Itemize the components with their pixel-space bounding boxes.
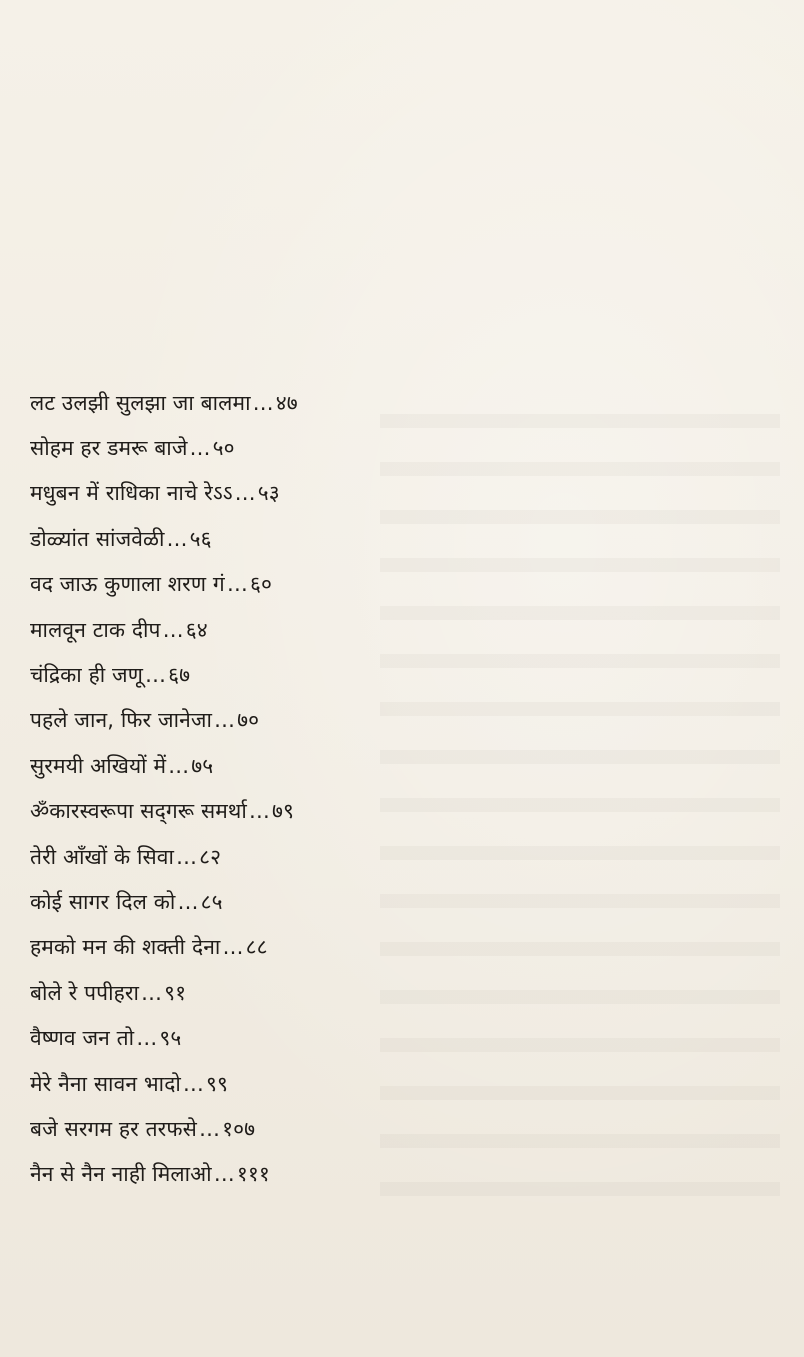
toc-entry-title: कोई सागर दिल को — [30, 889, 176, 914]
toc-entry: चंद्रिका ही जणू … ६७ — [30, 663, 191, 688]
toc-entry: सोहम हर डमरू बाजे … ५० — [30, 436, 235, 461]
toc-entry-page: ६७ — [168, 663, 191, 688]
toc-entry-page: ९१ — [164, 980, 187, 1005]
toc-entry: तेरी आँखों के सिवा … ८२ — [30, 844, 222, 869]
toc-entry: वैष्णव जन तो … ९५ — [30, 1026, 182, 1051]
toc-entry-title: चंद्रिका ही जणू — [30, 663, 143, 688]
toc-entry-page: १०७ — [222, 1116, 256, 1141]
toc-entry-title: हमको मन की शक्ती देना — [30, 935, 221, 960]
toc-entry: सुरमयी अखियों में … ७५ — [30, 753, 214, 778]
toc-entry: बजे सरगम हर तरफसे … १०७ — [30, 1116, 256, 1141]
toc-entry-page: ५३ — [257, 481, 280, 506]
toc-entry: कोई सागर दिल को … ८५ — [30, 889, 223, 914]
toc-entry-title: सोहम हर डमरू बाजे — [30, 436, 188, 461]
toc-entry-page: ५६ — [189, 526, 212, 551]
table-of-contents — [30, 380, 450, 1197]
toc-entry-title: डोळ्यांत सांजवेळी — [30, 526, 165, 551]
toc-entry-title: मालवून टाक दीप — [30, 617, 161, 642]
toc-entry: मधुबन में राधिका नाचे रेऽऽ … ५३ — [30, 481, 280, 506]
toc-entry: हमको मन की शक्ती देना … ८८ — [30, 935, 268, 960]
toc-entry-page: ८८ — [245, 935, 268, 960]
toc-entry: वद जाऊ कुणाला शरण गं … ६० — [30, 572, 272, 597]
toc-entry: मालवून टाक दीप … ६४ — [30, 617, 208, 642]
toc-entry: डोळ्यांत सांजवेळी … ५६ — [30, 526, 212, 551]
toc-entry-page: ४७ — [275, 390, 298, 415]
toc-entry-title: मधुबन में राधिका नाचे रेऽऽ — [30, 481, 233, 506]
toc-entry-page: ७० — [237, 708, 260, 733]
toc-entry-title: वद जाऊ कुणाला शरण गं — [30, 572, 225, 597]
toc-entry: पहले जान, फिर जानेजा … ७० — [30, 708, 260, 733]
toc-entry-title: पहले जान, फिर जानेजा — [30, 708, 213, 733]
toc-entry-page: ५० — [212, 436, 235, 461]
toc-entry-title: मेरे नैना सावन भादो — [30, 1071, 181, 1096]
toc-entry-page: ९९ — [206, 1071, 229, 1096]
toc-entry-title: ॐकारस्वरूपा सद्‌गरू समर्था — [30, 799, 247, 824]
toc-entry-title: बजे सरगम हर तरफसे — [30, 1116, 197, 1141]
toc-entry-title: वैष्णव जन तो — [30, 1026, 135, 1051]
toc-entry: ॐकारस्वरूपा सद्‌गरू समर्था … ७९ — [30, 799, 295, 824]
toc-entry-title: बोले रे पपीहरा — [30, 980, 139, 1005]
toc-entry: नैन से नैन नाही मिलाओ … १११ — [30, 1162, 270, 1187]
toc-entry-page: ६० — [249, 572, 272, 597]
toc-entry-page: ९५ — [159, 1026, 182, 1051]
toc-entry-page: १११ — [236, 1162, 270, 1187]
toc-entry-page: ७५ — [191, 753, 214, 778]
toc-entry-page: ६४ — [185, 617, 208, 642]
toc-entry: बोले रे पपीहरा … ९१ — [30, 980, 187, 1005]
toc-entry: लट उलझी सुलझा जा बालमा … ४७ — [30, 390, 298, 415]
toc-entry-page: ८२ — [199, 844, 222, 869]
toc-entry-page: ८५ — [200, 889, 223, 914]
toc-entry-page: ७९ — [272, 799, 295, 824]
toc-entry-title: सुरमयी अखियों में — [30, 753, 167, 778]
toc-entry-title: तेरी आँखों के सिवा — [30, 844, 174, 869]
toc-entry-title: लट उलझी सुलझा जा बालमा — [30, 390, 251, 415]
toc-entry-title: नैन से नैन नाही मिलाओ — [30, 1162, 212, 1187]
toc-entry: मेरे नैना सावन भादो … ९९ — [30, 1071, 229, 1096]
